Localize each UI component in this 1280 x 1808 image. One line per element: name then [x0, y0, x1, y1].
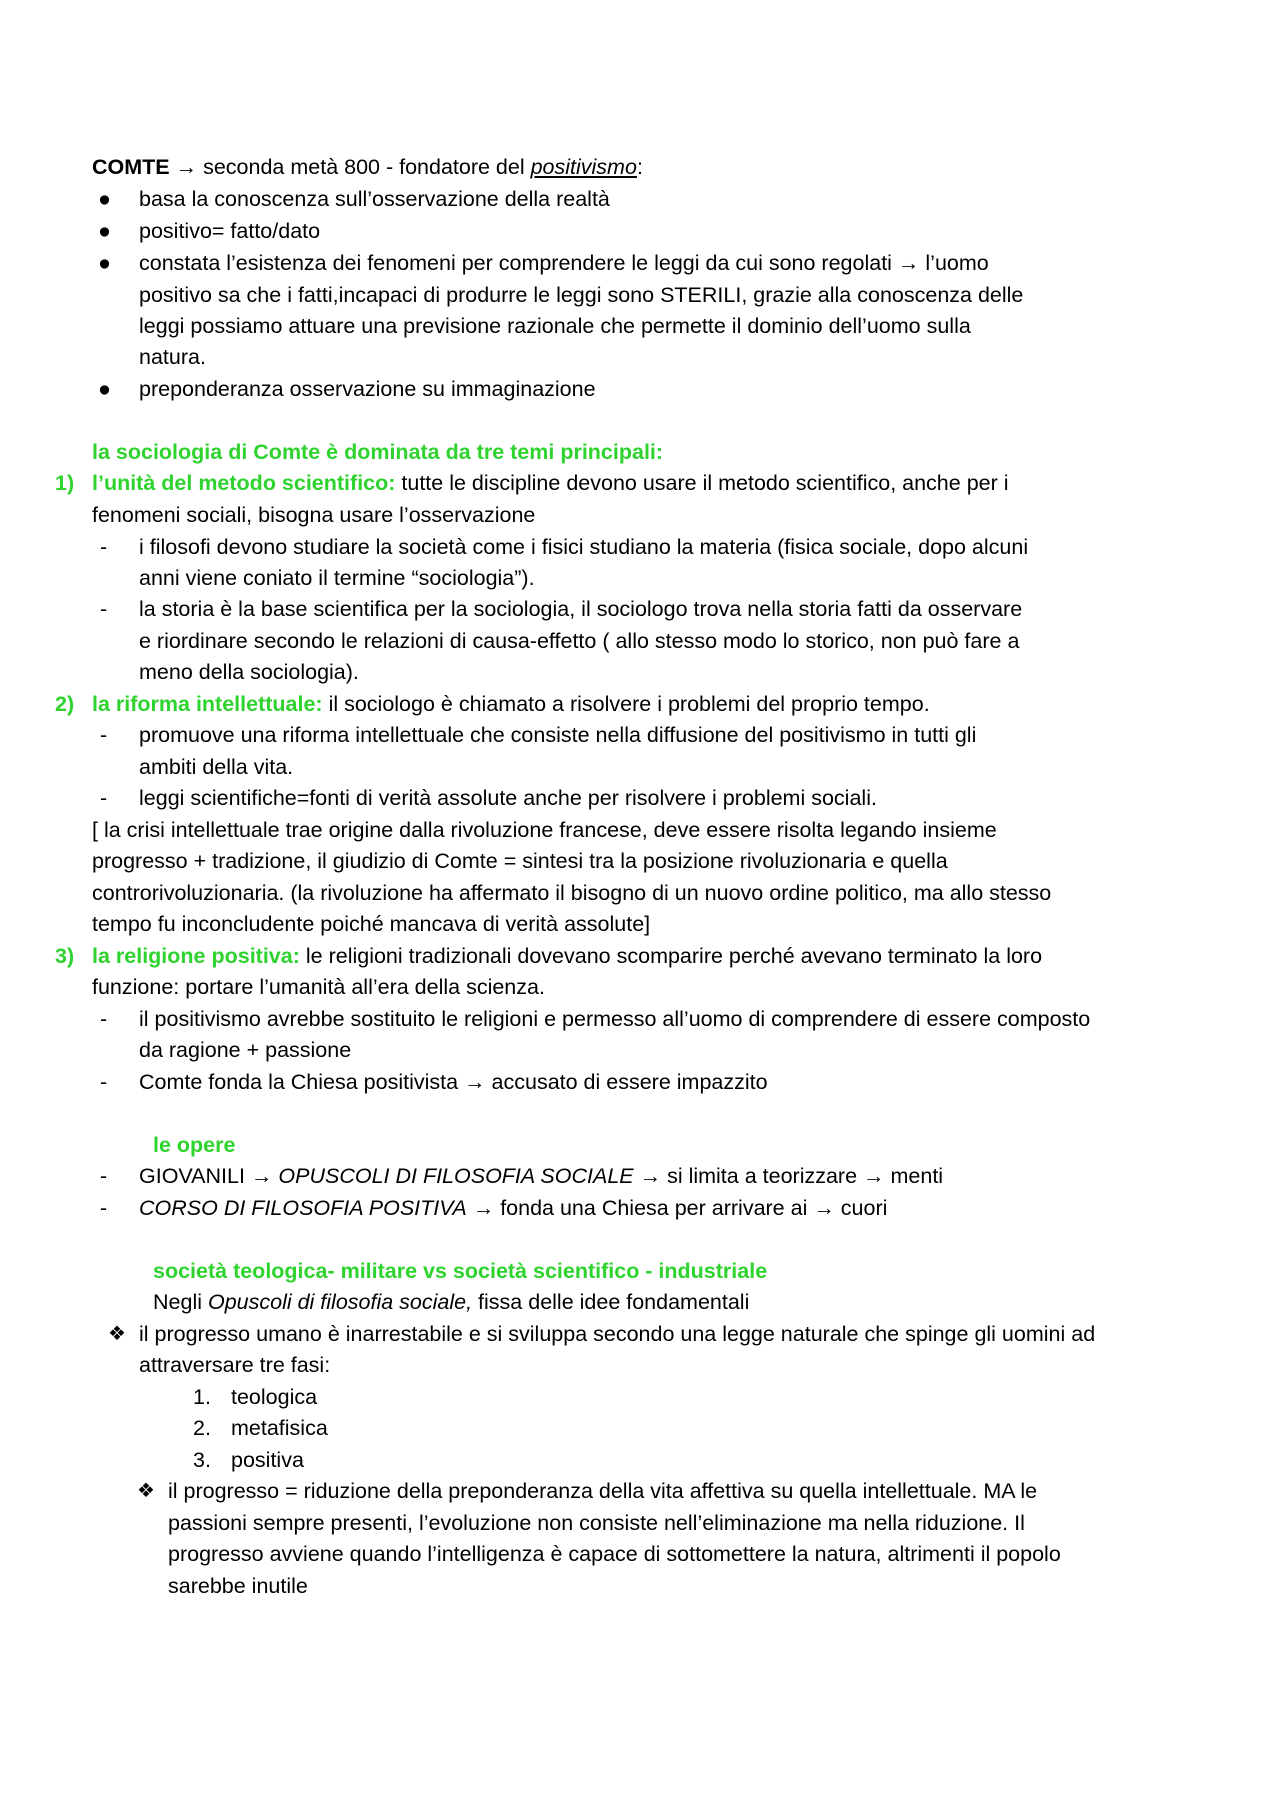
diamond-item-cont: sarebbe inutile: [168, 1574, 308, 1598]
societa-intro: [153, 1287, 749, 1319]
opera-suffix: → fonda una Chiesa per arrivare ai → cuori: [466, 1196, 888, 1220]
theme-2: [92, 689, 930, 721]
diamond-bullet-icon: ❖: [137, 1480, 155, 1502]
theme-3: [92, 941, 1042, 973]
bullet-item: preponderanza osservazione su immaginazione: [139, 377, 596, 401]
phase-item: positiva: [231, 1448, 304, 1472]
bullet-item-cont: leggi possiamo attuare una previsione razionale che permette il dominio dell’uomo sulla: [139, 314, 971, 338]
opera-title: CORSO DI FILOSOFIA POSITIVA: [139, 1196, 467, 1220]
diamond-item-cont: progresso avviene quando l’intelligenza è capace di sottomettere la natura, altrimenti il popolo: [168, 1542, 1061, 1566]
theme-text-cont: funzione: portare l’umanità all’era della scienza.: [92, 975, 545, 999]
dash-marker: -: [100, 1070, 108, 1094]
dash-marker: -: [100, 1196, 108, 1220]
dash-item: Comte fonda la Chiesa positivista → accusato di essere impazzito: [139, 1070, 768, 1094]
bullet-item: constata l’esistenza dei fenomeni per comprendere le leggi da cui sono regolati → l’uomo: [139, 251, 989, 275]
dash-item: promuove una riforma intellettuale che consiste nella diffusione del positivismo in tutti gli: [139, 723, 977, 747]
opera-title: OPUSCOLI DI FILOSOFIA SOCIALE: [278, 1164, 634, 1188]
theme-number: 1): [55, 471, 75, 495]
bullet-item-cont: positivo sa che i fatti,incapaci di produrre le leggi sono STERILI, grazie alla conoscenza delle: [139, 283, 1024, 307]
bullet-icon: ●: [98, 187, 111, 211]
dash-marker: -: [100, 597, 108, 621]
theme-1: [92, 468, 1009, 500]
dash-item-cont: ambiti della vita.: [139, 755, 294, 779]
dash-item-cont: da ragione + passione: [139, 1038, 352, 1062]
comte-title: COMTE: [92, 155, 170, 179]
note-line: progresso + tradizione, il giudizio di Comte = sintesi tra la posizione rivoluzionaria e quella: [92, 849, 948, 873]
societa-intro-b: fissa delle idee fondamentali: [472, 1290, 750, 1314]
bullet-icon: ●: [98, 251, 111, 275]
dash-marker: -: [100, 1164, 108, 1188]
note-line: controrivoluzionaria. (la rivoluzione ha affermato il bisogno di un nuovo ordine politico, ma allo stesso: [92, 881, 1052, 905]
dash-item-cont: meno della sociologia).: [139, 660, 359, 684]
theme-label: la religione positiva:: [92, 944, 300, 968]
themes-heading: la sociologia di Comte è dominata da tre temi principali:: [92, 440, 664, 464]
bullet-item: basa la conoscenza sull’osservazione della realtà: [139, 187, 610, 211]
theme-text: il sociologo è chiamato a risolvere i problemi del proprio tempo.: [322, 692, 930, 716]
theme-label: la riforma intellettuale:: [92, 692, 323, 716]
dash-marker: -: [100, 535, 108, 559]
dash-marker: -: [100, 723, 108, 747]
opera-suffix: → si limita a teorizzare → menti: [633, 1164, 944, 1188]
positivismo-term: positivismo: [530, 155, 637, 179]
theme-text: le religioni tradizionali dovevano scomparire perché avevano terminato la loro: [299, 944, 1043, 968]
diamond-item: il progresso = riduzione della preponderanza della vita affettiva su quella intellettuale. MA le: [168, 1479, 1038, 1503]
phase-item: metafisica: [231, 1416, 328, 1440]
theme-label: l’unità del metodo scientifico:: [92, 471, 396, 495]
diamond-bullet-icon: ❖: [108, 1323, 126, 1345]
dash-marker: -: [100, 786, 108, 810]
phase-number: 1.: [193, 1385, 211, 1409]
dash-marker: -: [100, 1007, 108, 1031]
dash-item: leggi scientifiche=fonti di verità assolute anche per risolvere i problemi sociali.: [139, 786, 877, 810]
phase-item: teologica: [231, 1385, 318, 1409]
bullet-icon: ●: [98, 219, 111, 243]
opera-prefix: GIOVANILI →: [139, 1164, 279, 1188]
bullet-icon: ●: [98, 377, 111, 401]
diamond-item: il progresso umano è inarrestabile e si sviluppa secondo una legge naturale che spinge gli uomini ad: [139, 1322, 1096, 1346]
note-line: tempo fu inconcludente poiché mancava di verità assolute]: [92, 912, 651, 936]
comte-intro-text: → seconda metà 800 - fondatore del: [169, 155, 531, 179]
societa-heading: società teologica- militare vs società scientifico - industriale: [153, 1259, 768, 1283]
dash-item: il positivismo avrebbe sostituito le religioni e permesso all’uomo di comprendere di essere composto: [139, 1007, 1091, 1031]
comte-intro-colon: :: [636, 155, 643, 179]
theme-number: 2): [55, 692, 75, 716]
opere-heading: le opere: [153, 1133, 236, 1157]
diamond-item-cont: attraversare tre fasi:: [139, 1353, 331, 1377]
bullet-item: positivo= fatto/dato: [139, 219, 321, 243]
societa-intro-title: Opuscoli di filosofia sociale,: [207, 1290, 473, 1314]
dash-item-cont: anni viene coniato il termine “sociologia”).: [139, 566, 535, 590]
note-line: [ la crisi intellettuale trae origine dalla rivoluzione francese, deve essere risolta legando insieme: [92, 818, 997, 842]
diamond-item-cont: passioni sempre presenti, l’evoluzione non consiste nell’eliminazione ma nella riduzione. Il: [168, 1511, 1025, 1535]
comte-intro: [92, 152, 643, 184]
societa-intro-a: Negli: [153, 1290, 208, 1314]
theme-text: tutte le discipline devono usare il metodo scientifico, anche per i: [395, 471, 1009, 495]
bullet-item-cont: natura.: [139, 345, 206, 369]
phase-number: 3.: [193, 1448, 211, 1472]
dash-item: la storia è la base scientifica per la sociologia, il sociologo trova nella storia fatti da osservare: [139, 597, 1023, 621]
opera-item: [139, 1161, 943, 1193]
theme-number: 3): [55, 944, 75, 968]
dash-item: i filosofi devono studiare la società come i fisici studiano la materia (fisica sociale, dopo alcuni: [139, 535, 1029, 559]
phase-number: 2.: [193, 1416, 211, 1440]
opera-item: [139, 1193, 887, 1225]
dash-item-cont: e riordinare secondo le relazioni di causa-effetto ( allo stesso modo lo storico, non può fare a: [139, 629, 1020, 653]
theme-text-cont: fenomeni sociali, bisogna usare l’osservazione: [92, 503, 536, 527]
